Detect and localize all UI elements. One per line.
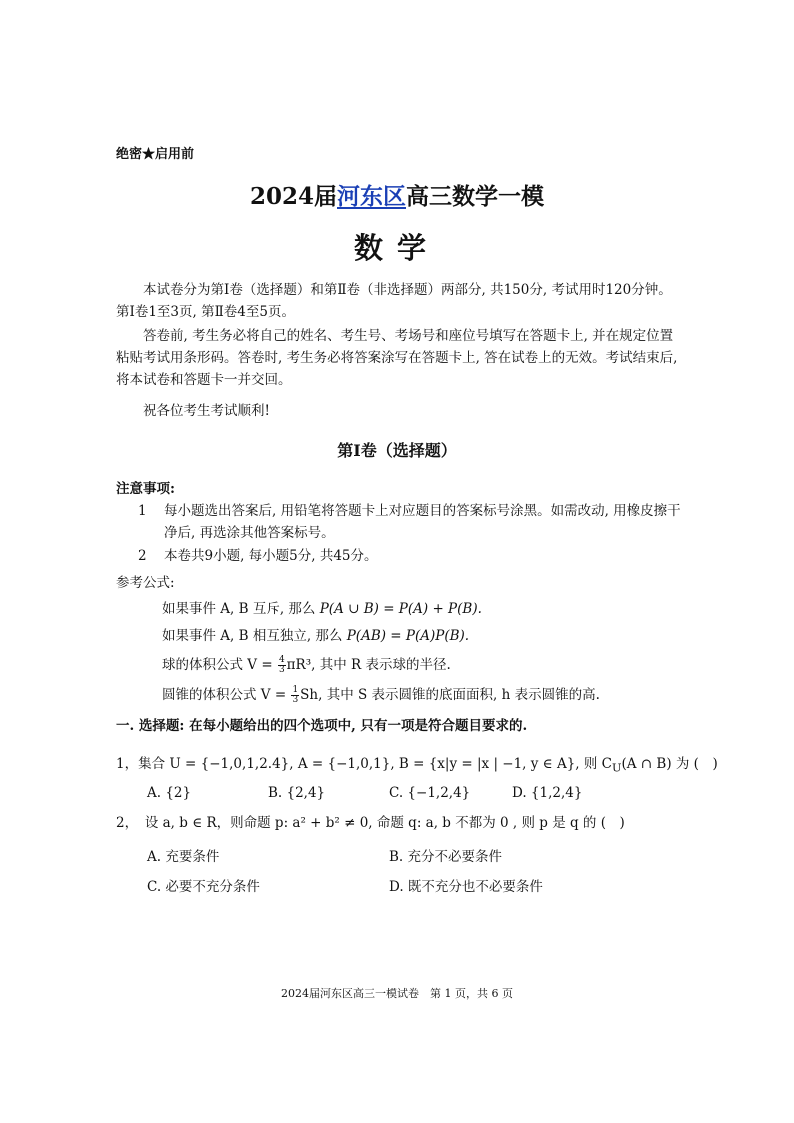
formula-text: 如果事件 A, B 相互独立, 那么 [162,628,347,644]
formula-text: 球的体积公式 V = [162,657,277,673]
title-year: 2024届 [249,183,337,210]
denominator: 3 [278,665,285,675]
q1-option-d: D. {1,2,4} [512,785,583,801]
exam-title [0,178,794,211]
notice-item [138,545,686,567]
numerator: 4 [278,655,285,665]
intro-paragraph-2: 答卷前, 考生务必将自己的姓名、考生号、考场号和座位号填写在答题卡上, 并在规定位置粘贴考试用条形码。答卷时, 考生务必将答案涂写在答题卡上, 答在试卷上的无效。考试结束后, 将本试卷和答题卡一并交回。 [116,328,678,388]
question-text: (A ∩ B) 为 ( ) [621,756,718,772]
q2-option-c: C. 必要不充分条件 [147,879,260,895]
question-2-stem: 2， 设 a, b ∈ R，则命题 p: a² + b² ≠ 0, 命题 q: a, b 不都为 0 , 则 p 是 q 的 ( ) [116,815,625,831]
title-rest: 高三数学一模 [406,183,544,210]
notice-item [138,500,686,544]
reference-formulas-title: 参考公式: [116,575,175,591]
question-text: 1，集合 U = {−1,0,1,2.4}, A = {−1,0,1}, B = {x|y = |x | −1, y ∈ A}, 则 C [116,756,613,772]
q2-option-a: A. 充要条件 [147,849,220,865]
formula-cone-volume [162,685,600,705]
notice-number: 2 [138,548,147,564]
q1-option-b: B. {2,4} [268,785,326,801]
subject-title: 数学 [353,231,440,265]
confidential-label: 绝密★启用前 [116,147,195,162]
formula-text: 如果事件 A, B 互斥, 那么 [162,601,320,617]
part-1-title: 第Ⅰ卷（选择题） [337,441,457,460]
fraction [278,656,286,675]
formula-math: P(AB) = P(A)P(B). [346,628,470,644]
formula-text: 圆锥的体积公式 V = [162,687,291,703]
formula-sphere-volume [162,655,451,675]
denominator: 3 [292,695,299,705]
formula-mutually-exclusive [162,599,482,619]
section-1-title: 一. 选择题: 在每小题给出的四个选项中, 只有一项是符合题目要求的. [116,718,528,734]
notice-text: 本卷共9小题, 每小题5分, 共45分。 [164,548,378,564]
q2-option-d: D. 既不充分也不必要条件 [389,879,543,895]
question-1-stem [116,752,718,775]
page-footer: 2024届河东区高三一模试卷 第 1 页，共 6 页 [281,987,513,1000]
numerator: 1 [292,685,299,695]
formula-text: πR³, 其中 R 表示球的半径. [286,657,451,673]
q1-option-c: C. {−1,2,4} [389,785,471,801]
intro-wish: 祝各位考生考试顺利! [143,403,270,419]
subscript: U [612,761,622,775]
notice-text: 每小题选出答案后, 用铅笔将答题卡上对应题目的答案标号涂黑。如需改动, 用橡皮擦干净后, 再选涂其他答案标号。 [164,503,681,541]
district-link[interactable]: 河东区 [337,183,406,210]
q2-option-b: B. 充分不必要条件 [389,849,503,865]
notice-number: 1 [138,503,147,519]
q1-option-a: A. {2} [147,785,192,801]
formula-math: P(A ∪ B) = P(A) + P(B). [319,601,482,617]
fraction [291,686,299,705]
formula-text: Sh, 其中 S 表示圆锥的底面面积, h 表示圆锥的高. [300,687,600,703]
notice-title: 注意事项: [116,481,175,497]
intro-paragraph-1: 本试卷分为第Ⅰ卷（选择题）和第Ⅱ卷（非选择题）两部分, 共150分, 考试用时120分钟。第Ⅰ卷1至3页, 第Ⅱ卷4至5页。 [116,282,672,320]
formula-independent [162,626,469,646]
